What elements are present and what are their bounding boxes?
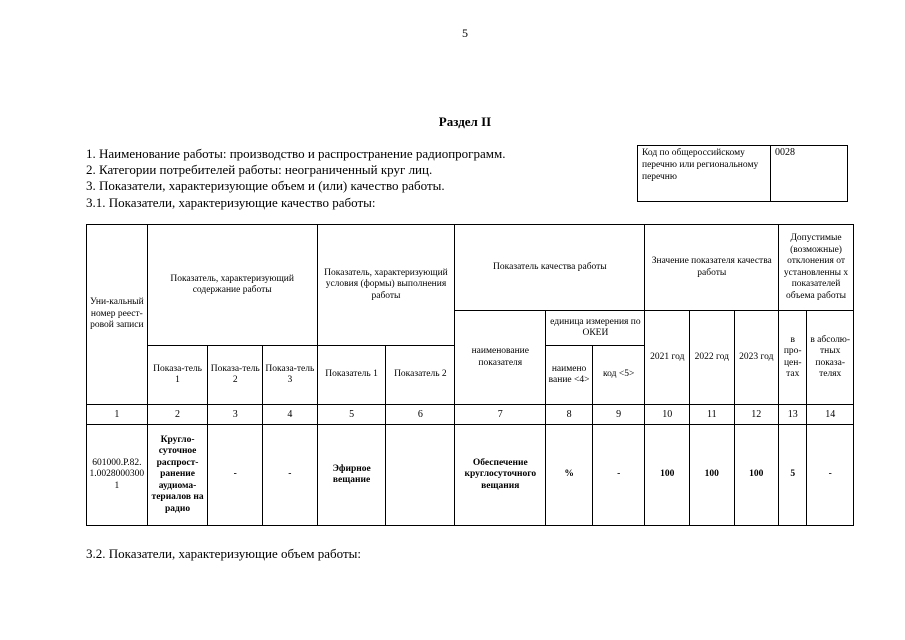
value-2022-cell: 100 [690, 425, 735, 526]
column-number: 6 [386, 405, 455, 425]
indicator-name-cell: Обеспечение круглосуточного вещания [455, 425, 546, 526]
header-in-percent: в про-цен-тах [779, 311, 807, 405]
condition-indicator-1-cell: Эфирное вещание [317, 425, 386, 526]
header-year-2021: 2021 год [645, 311, 690, 405]
okei-code-cell: - [592, 425, 645, 526]
column-number: 7 [455, 405, 546, 425]
column-number: 13 [779, 405, 807, 425]
header-unique-number: Уни-кальный номер реест-ровой записи [87, 225, 148, 405]
column-number: 8 [546, 405, 593, 425]
work-description [86, 146, 506, 211]
content-indicator-1-cell: Кругло-суточное распрост-ранение аудиома-териалов на радио [147, 425, 208, 526]
consumer-category-line: 2. Категории потребителей работы: неограниченный круг лиц. [86, 162, 433, 178]
work-name-line: 1. Наименование работы: производство и распространение радиопрограмм. [86, 146, 506, 161]
registry-number-cell: 601000.Р.82.1.00280003001 [87, 425, 148, 526]
header-content-1: Показа-тель 1 [147, 346, 208, 405]
header-okei-name: наимено вание <4> [546, 346, 593, 405]
header-indicator-value: Значение показателя качества работы [645, 225, 779, 311]
column-number: 1 [87, 405, 148, 425]
page-number: 5 [462, 26, 468, 40]
column-number: 9 [592, 405, 645, 425]
header-content-3: Показа-тель 3 [263, 346, 318, 405]
column-number: 4 [263, 405, 318, 425]
section-title: Раздел II [438, 114, 492, 129]
okei-name-cell: % [546, 425, 593, 526]
header-content-indicator: Показатель, характеризующий содержание работы [147, 225, 317, 346]
quality-indicators-line: 3.1. Показатели, характеризующие качество работы: [86, 194, 376, 210]
header-indicator-name: наименование показателя [455, 311, 546, 405]
quality-indicators-table [86, 224, 854, 526]
value-2021-cell: 100 [645, 425, 690, 526]
condition-indicator-2-cell [386, 425, 455, 526]
header-content-2: Показа-тель 2 [208, 346, 263, 405]
column-number: 10 [645, 405, 690, 425]
column-number: 11 [690, 405, 735, 425]
header-condition-indicator: Показатель, характеризующий условия (формы) выполнения работы [317, 225, 455, 346]
table-row [87, 425, 854, 526]
header-deviations: Допустимые (возможные) отклонения от установленны х показателей объема работы [779, 225, 854, 311]
header-quality-indicator: Показатель качества работы [455, 225, 645, 311]
header-condition-2: Показатель 2 [386, 346, 455, 405]
column-number-row [87, 405, 854, 425]
registry-code-box [637, 145, 848, 202]
header-in-absolute: в абсолю-тных показа-телях [807, 311, 854, 405]
header-condition-1: Показатель 1 [317, 346, 386, 405]
column-number: 14 [807, 405, 854, 425]
column-number: 2 [147, 405, 208, 425]
header-year-2023: 2023 год [734, 311, 779, 405]
header-year-2022: 2022 год [690, 311, 735, 405]
value-2023-cell: 100 [734, 425, 779, 526]
deviation-absolute-cell: - [807, 425, 854, 526]
content-indicator-3-cell: - [263, 425, 318, 526]
column-number: 12 [734, 405, 779, 425]
volume-indicators-line: 3.2. Показатели, характеризующие объем работы: [86, 546, 361, 561]
registry-code-value: 0028 [775, 147, 795, 158]
registry-code-label: Код по общероссийскому перечню или региональному перечню [638, 146, 771, 201]
deviation-percent-cell: 5 [779, 425, 807, 526]
header-okei-code: код <5> [592, 346, 645, 405]
indicators-line: 3. Показатели, характеризующие объем и (или) качество работы. [86, 178, 445, 194]
column-number: 5 [317, 405, 386, 425]
content-indicator-2-cell: - [208, 425, 263, 526]
column-number: 3 [208, 405, 263, 425]
header-okei-unit: единица измерения по ОКЕИ [546, 311, 645, 346]
